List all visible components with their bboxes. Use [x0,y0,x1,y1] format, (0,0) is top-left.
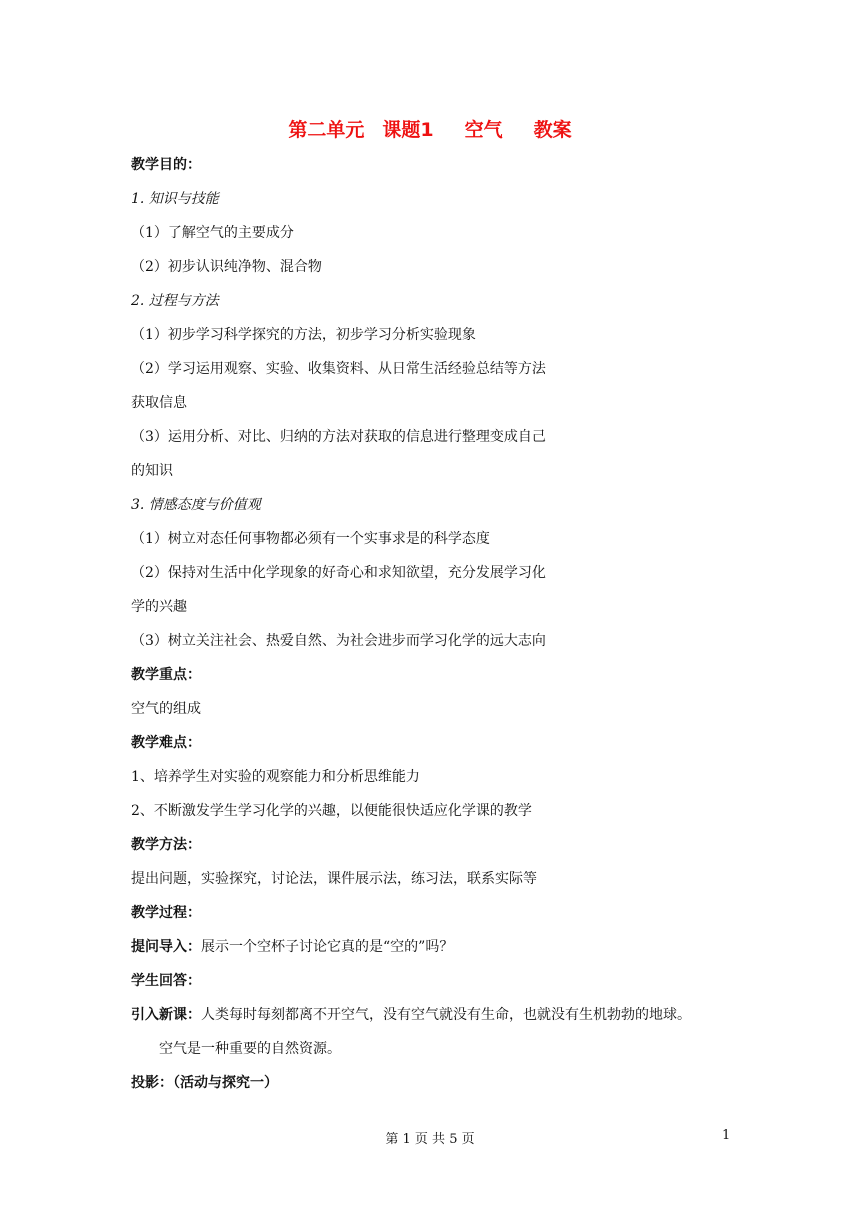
objectives-heading: 教学目的： [131,157,201,173]
process-new-lesson [131,1005,691,1025]
objectives-section-1: 1. 知识与技能 [131,191,219,207]
projection-label: 投影： [131,1075,173,1091]
objectives-s3-item-1: （1）树立对态任何事物都必须有一个实事求是的科学态度 [131,531,490,547]
objectives-s3-item-2: （2）保持对生活中化学现象的好奇心和求知欲望，充分发展学习化 [131,565,546,581]
document-title [0,115,860,142]
objectives-section-2: 2. 过程与方法 [131,293,219,309]
new-lesson-text-2: 空气是一种重要的自然资源。 [159,1041,341,1057]
objectives-s2-item-3-cont: 的知识 [131,463,173,479]
new-lesson-label: 引入新课： [131,1007,201,1023]
objectives-s2-item-2-cont: 获取信息 [131,395,187,411]
new-lesson-text: 人类每时每刻都离不开空气，没有空气就没有生命，也就没有生机勃勃的地球。 [201,1007,691,1023]
title-unit: 第二单元 [288,119,365,141]
page-number: 1 [722,1128,731,1143]
difficulties-item-1: 1、培养学生对实验的观察能力和分析思维能力 [131,769,420,785]
title-topic: 空气 [464,119,503,141]
title-kind: 教案 [533,119,572,141]
projection-text: （活动与探究一） [173,1075,278,1091]
title-lesson: 课题1 [382,119,434,141]
intro-text: 展示一个空杯子讨论它真的是“空的”吗？ [201,939,454,955]
key-points-heading: 教学重点： [131,667,201,683]
objectives-s1-item-2: （2）初步认识纯净物、混合物 [131,259,322,275]
methods-text: 提出问题，实验探究，讨论法，课件展示法，练习法，联系实际等 [131,871,537,887]
process-heading: 教学过程： [131,905,201,921]
key-points-text: 空气的组成 [131,701,201,717]
methods-heading: 教学方法： [131,837,201,853]
process-projection [131,1073,278,1093]
objectives-s2-item-3: （3）运用分析、对比、归纳的方法对获取的信息进行整理变成自己 [131,429,546,445]
objectives-section-3: 3. 情感态度与价值观 [131,497,261,513]
objectives-s2-item-1: （1）初步学习科学探究的方法，初步学习分析实验现象 [131,327,476,343]
intro-label: 提问导入： [131,939,201,955]
objectives-s1-item-1: （1）了解空气的主要成分 [131,225,294,241]
objectives-s3-item-2-cont: 学的兴趣 [131,599,187,615]
difficulties-item-2: 2、不断激发学生学习化学的兴趣，以便能很快适应化学课的教学 [131,803,532,819]
objectives-s3-item-3: （3）树立关注社会、热爱自然、为社会进步而学习化学的远大志向 [131,633,546,649]
difficulties-heading: 教学难点： [131,735,201,751]
objectives-s2-item-2: （2）学习运用观察、实验、收集资料、从日常生活经验总结等方法 [131,361,546,377]
page-info: 第 1 页 共 5 页 [385,1132,475,1147]
process-answer-label: 学生回答： [131,973,201,989]
process-intro [131,937,453,957]
